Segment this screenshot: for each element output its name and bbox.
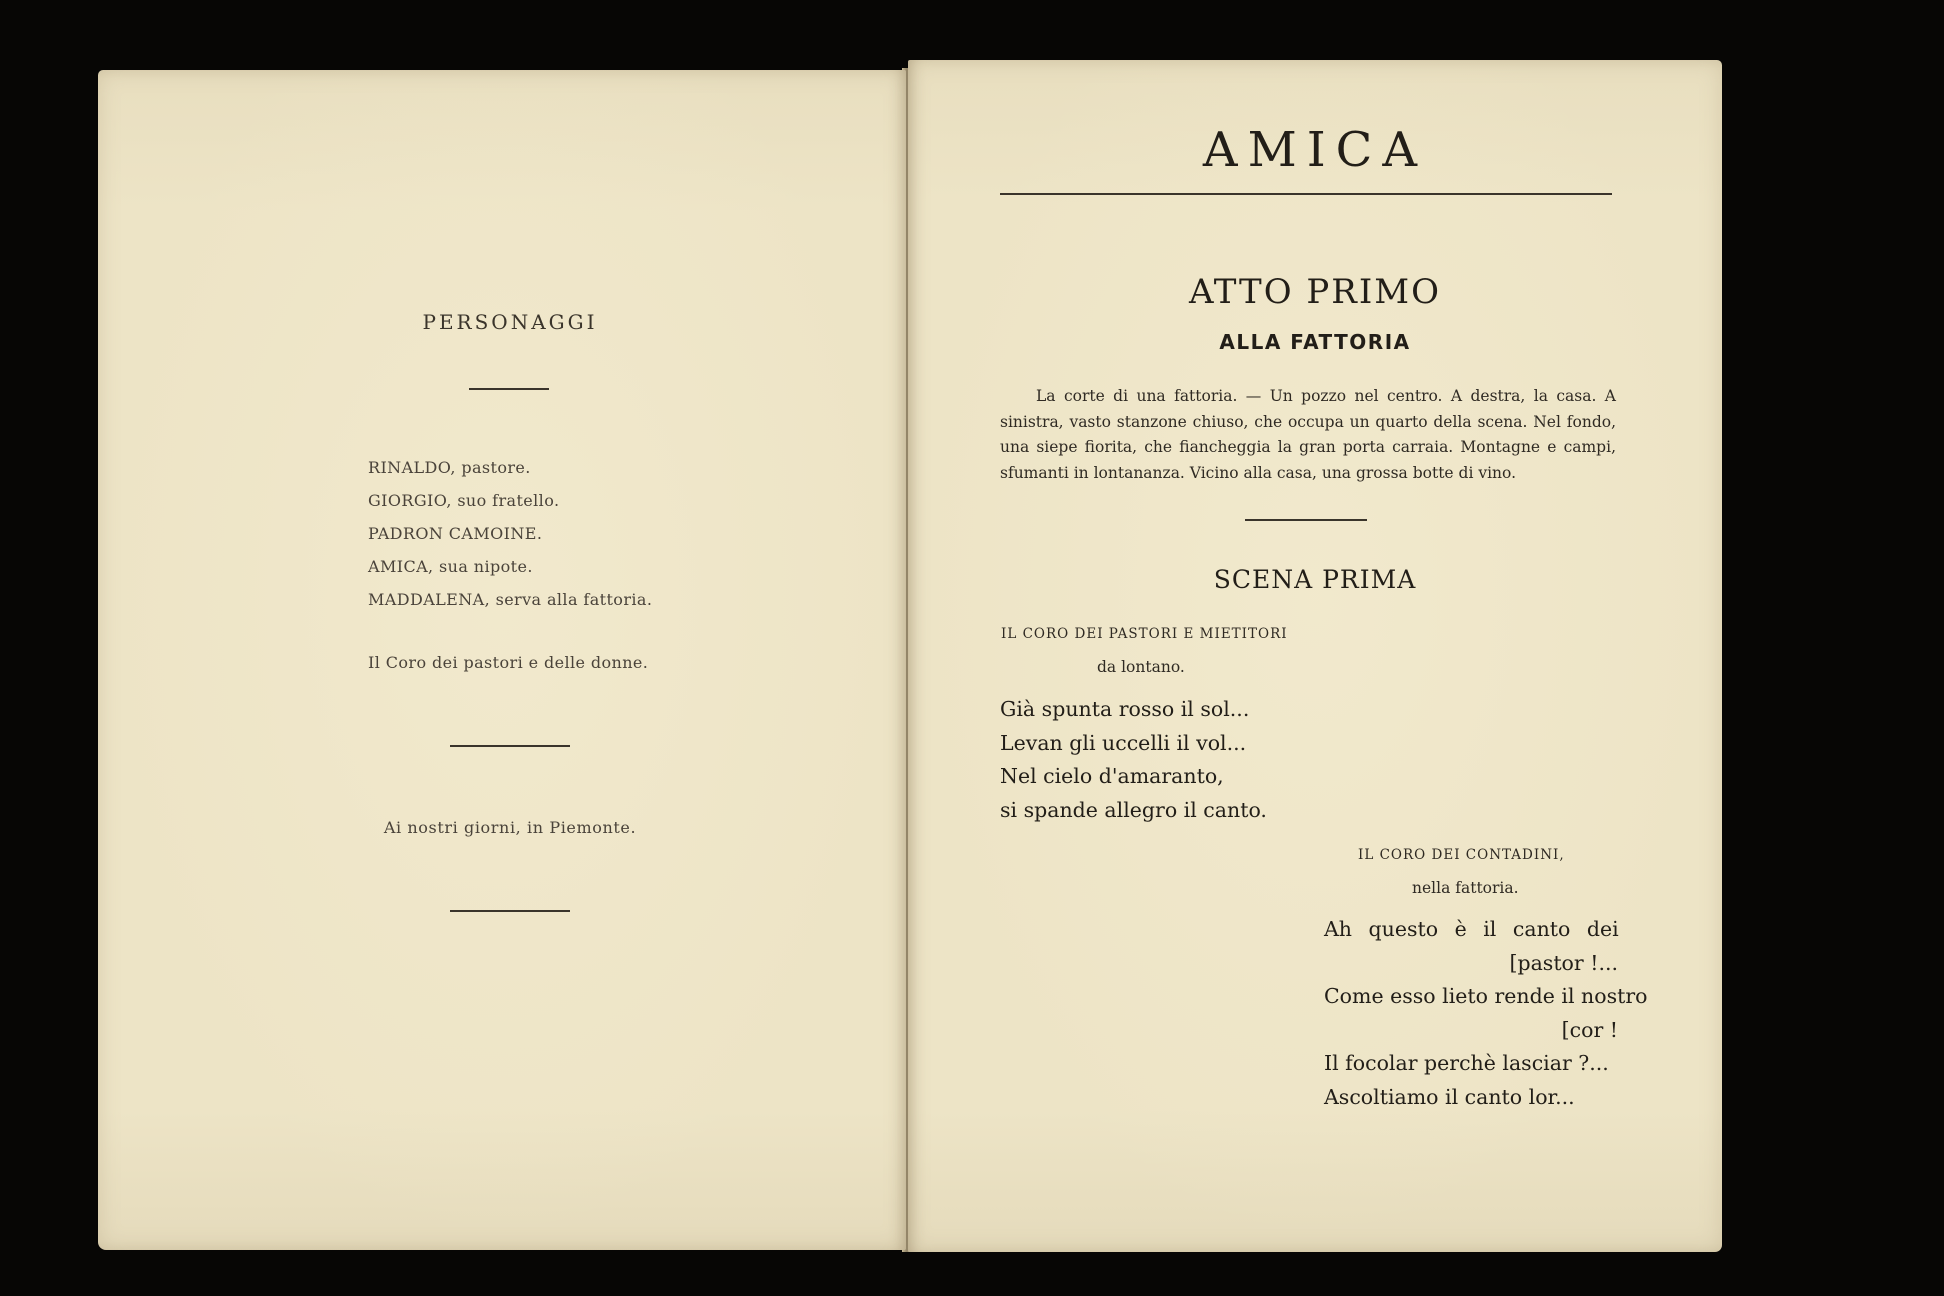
cast-item: AMICA, sua nipote. <box>368 557 533 576</box>
act-title: ATTO PRIMO <box>1189 272 1441 312</box>
verse-line: Levan gli uccelli il vol... <box>1000 730 1247 755</box>
work-title: AMICA <box>1202 122 1428 178</box>
left-page <box>98 70 906 1250</box>
stage-direction: La corte di una fattoria. — Un pozzo nel centro. A destra, la casa. A sinistra, vasto stanzone chiuso, che occupa un quarto della scena. Nel fondo, una siepe fiorita, che fiancheggia la gran porta carraia. Montagne e campi, sfumanti in lontananza. Vicino alla casa, una grossa botte di vino. <box>1000 387 1616 482</box>
speaker-label: IL CORO DEI CONTADINI, <box>1358 847 1565 863</box>
setting-note: Ai nostri giorni, in Piemonte. <box>383 818 637 837</box>
verse-line: Già spunta rosso il sol... <box>1000 697 1250 721</box>
verse-line: Ah questo è il canto dei <box>1324 917 1619 941</box>
heading-divider <box>469 388 549 390</box>
characters-heading: PERSONAGGI <box>422 310 598 334</box>
verse-block <box>1324 913 1648 1114</box>
end-divider <box>450 910 570 912</box>
verse-continuation: [pastor !... <box>1509 950 1618 975</box>
verse-line: Come esso lieto rende il nostro <box>1324 984 1648 1008</box>
cast-item: RINALDO, pastore. <box>368 458 531 477</box>
title-rule <box>1000 193 1612 195</box>
speaker-label: IL CORO DEI PASTORI E MIETITORI <box>1001 626 1288 642</box>
verse-continuation: [cor ! <box>1561 1017 1618 1042</box>
verse-block <box>1000 693 1300 827</box>
chorus-note: Il Coro dei pastori e delle donne. <box>368 653 649 672</box>
act-subtitle: ALLA FATTORIA <box>1219 330 1411 354</box>
scene-divider <box>1245 519 1367 521</box>
verse-line: Ascoltiamo il canto lor... <box>1324 1084 1575 1109</box>
cast-item: PADRON CAMOINE. <box>368 524 543 543</box>
verse-line: si spande allegro il canto. <box>1000 797 1267 822</box>
section-divider <box>450 745 570 747</box>
cast-item: MADDALENA, serva alla fattoria. <box>368 590 653 609</box>
cast-item: GIORGIO, suo fratello. <box>368 491 560 510</box>
stage-note: nella fattoria. <box>1412 879 1519 897</box>
right-page <box>908 60 1722 1252</box>
scene-title: SCENA PRIMA <box>1213 565 1417 594</box>
verse-line: Il focolar perchè lasciar ?... <box>1324 1051 1609 1075</box>
verse-line: Nel cielo d'amaranto, <box>1000 764 1224 788</box>
stage-note: da lontano. <box>1097 658 1185 676</box>
